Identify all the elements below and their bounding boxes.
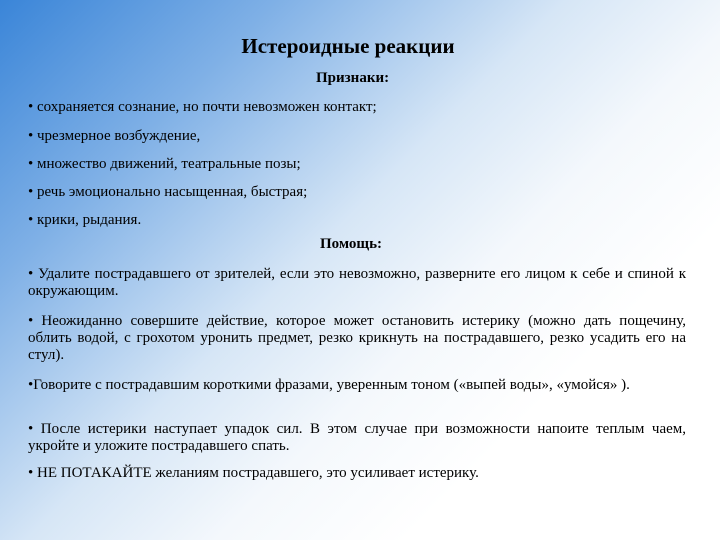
help-item: • Неожиданно совершите действие, которое может остановить истерику (можно дать пощечину, облить водой, с грохотом уронить предмет, резко крикнуть на пострадавшего, резко усадить его на стул). — [28, 313, 686, 363]
sign-item: • крики, рыдания. — [28, 212, 142, 228]
help-item: • НЕ ПОТАКАЙТЕ желаниям пострадавшего, это усиливает истерику. — [28, 465, 479, 481]
signs-heading: Признаки: — [316, 70, 390, 86]
help-heading: Помощь: — [320, 236, 382, 252]
sign-item: • речь эмоционально насыщенная, быстрая; — [28, 184, 308, 200]
help-item: • После истерики наступает упадок сил. В этом случае при возможности напоите теплым чаем, укройте и уложите пострадавшего спать. — [28, 421, 686, 454]
sign-item: • чрезмерное возбуждение, — [28, 128, 201, 144]
sign-item: • сохраняется сознание, но почти невозможен контакт; — [28, 99, 377, 115]
help-item: •Говорите с пострадавшим короткими фразами, уверенным тоном («выпей воды», «умойся» ). — [28, 377, 630, 393]
help-item: • Удалите пострадавшего от зрителей, если это невозможно, разверните его лицом к себе и спиной к окружающим. — [28, 266, 686, 299]
sign-item: • множество движений, театральные позы; — [28, 156, 301, 172]
page-title: Истероидные реакции — [241, 34, 455, 58]
